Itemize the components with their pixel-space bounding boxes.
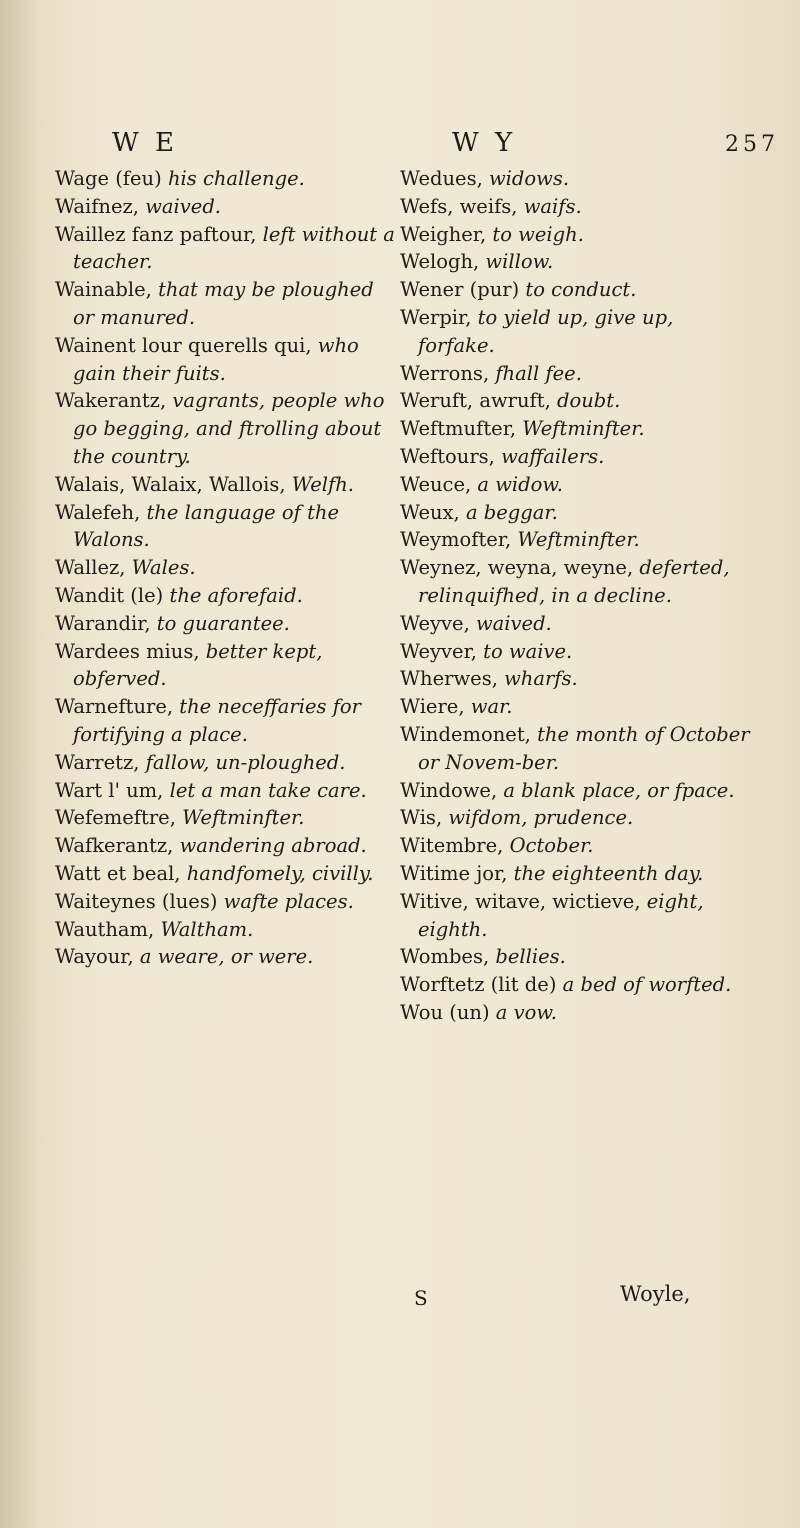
entry-definition: a blank place, or fpace.	[503, 778, 735, 802]
header-left-letters: W E	[112, 128, 178, 158]
dictionary-entry	[55, 943, 400, 971]
signature-mark: S	[414, 1286, 428, 1310]
entry-term: Warnefture,	[55, 695, 174, 719]
dictionary-entry	[400, 360, 750, 388]
entry-term: Worftetz (lit de)	[400, 973, 557, 997]
dictionary-entry	[400, 777, 750, 805]
entry-definition: bellies.	[495, 945, 566, 969]
entry-definition: let a man take care.	[169, 778, 367, 802]
entry-definition: to conduct.	[525, 278, 637, 302]
entry-definition: waived.	[145, 194, 221, 218]
entry-term: Wakerantz,	[55, 389, 167, 413]
entry-definition: who gain their fuits.	[73, 333, 359, 385]
dictionary-entry	[55, 804, 400, 832]
entry-definition: better kept, obferved.	[73, 639, 323, 691]
dictionary-entry	[400, 860, 750, 888]
entry-definition: October.	[509, 834, 594, 858]
entry-definition: fhall fee.	[495, 361, 582, 385]
dictionary-entry	[55, 749, 400, 777]
entry-definition: wifdom, prudence.	[448, 806, 634, 830]
entry-definition: fallow, un-ploughed.	[145, 750, 346, 774]
entry-definition: the month of October or Novem-ber.	[418, 722, 750, 774]
dictionary-entry	[55, 332, 400, 388]
entry-definition: to guarantee.	[156, 611, 290, 635]
dictionary-entry	[400, 221, 750, 249]
entry-term: Weigher,	[400, 222, 487, 246]
dictionary-entry	[400, 304, 750, 360]
entry-definition: wafte places.	[223, 889, 354, 913]
dictionary-entry	[400, 888, 750, 944]
dictionary-entry	[400, 443, 750, 471]
entry-term: Wherwes,	[400, 667, 498, 691]
dictionary-entry	[400, 693, 750, 721]
entry-definition: a bed of worfted.	[562, 973, 732, 997]
entry-term: Windemonet,	[400, 722, 531, 746]
entry-term: Witive, witave, wictieve,	[400, 889, 641, 913]
entry-term: Weux,	[400, 500, 460, 524]
dictionary-entry	[55, 638, 400, 694]
entry-term: Walais, Walaix, Wallois,	[55, 472, 286, 496]
entry-term: Weftours,	[400, 444, 495, 468]
dictionary-entry	[55, 693, 400, 749]
entry-definition: Wales.	[131, 556, 196, 580]
entry-term: Wis,	[400, 806, 443, 830]
entry-term: Wou (un)	[400, 1000, 490, 1024]
dictionary-entry	[400, 387, 750, 415]
dictionary-entry	[400, 832, 750, 860]
entry-definition: to weigh.	[492, 222, 584, 246]
dictionary-entry	[55, 193, 400, 221]
entry-term: Wallez,	[55, 556, 126, 580]
entry-term: Weyver,	[400, 639, 477, 663]
entry-term: Witime jor,	[400, 861, 508, 885]
entry-term: Wombes,	[400, 945, 490, 969]
dictionary-entry	[55, 832, 400, 860]
entry-definition: Weftminfter.	[522, 417, 645, 441]
dictionary-entry	[55, 276, 400, 332]
entry-definition: a weare, or were.	[139, 945, 314, 969]
entry-definition: that may be ploughed or manured.	[73, 278, 374, 329]
entry-definition: deferted, relinquifhed, in a decline.	[418, 556, 730, 607]
entry-term: Wefs, weifs,	[400, 194, 518, 218]
entry-definition: waifs.	[523, 194, 582, 218]
entry-term: Warandir,	[55, 611, 151, 635]
dictionary-entry	[55, 582, 400, 610]
entry-term: Welogh,	[400, 250, 480, 274]
entry-definition: willow.	[485, 250, 554, 274]
entry-term: Witembre,	[400, 834, 504, 858]
dictionary-entry	[400, 248, 750, 276]
entry-term: Wefemeftre,	[55, 806, 176, 830]
dictionary-entry	[55, 165, 400, 193]
dictionary-entry	[400, 610, 750, 638]
entry-definition: vagrants, people who go begging, and ftrolling about the country.	[73, 389, 385, 468]
dictionary-entry	[400, 499, 750, 527]
entry-term: Waifnez,	[55, 194, 139, 218]
page-number: 257	[725, 132, 779, 157]
entry-term: Werrons,	[400, 361, 490, 385]
dictionary-entry	[400, 943, 750, 971]
entry-term: Wener (pur)	[400, 278, 520, 302]
entry-definition: the eighteenth day.	[513, 861, 704, 885]
entry-definition: waived.	[475, 611, 552, 635]
entry-term: Wart l' um,	[55, 778, 164, 802]
entry-definition: wharfs.	[504, 667, 578, 691]
entry-definition: Waltham.	[160, 917, 254, 941]
dictionary-entry	[55, 610, 400, 638]
dictionary-entry	[400, 665, 750, 693]
entry-term: Weruft, awruft,	[400, 389, 551, 413]
entry-definition: Weftminfter.	[182, 806, 305, 830]
entry-definition: a vow.	[495, 1000, 557, 1024]
entry-term: Wautham,	[55, 917, 155, 941]
entry-definition: the language of the Walons.	[73, 500, 340, 552]
entry-definition: his challenge.	[167, 167, 305, 190]
left-column	[55, 165, 400, 971]
entry-term: Wedues,	[400, 167, 483, 190]
dictionary-entry	[55, 499, 400, 555]
entry-term: Weftmufter,	[400, 417, 517, 441]
entry-term: Wainent lour querells qui,	[55, 333, 312, 357]
entry-definition: the neceffaries for fortifying a place.	[73, 695, 361, 746]
entry-term: Warretz,	[55, 750, 140, 774]
entry-definition: a beggar.	[465, 500, 558, 524]
entry-term: Weuce,	[400, 472, 472, 496]
entry-definition: handfomely, civilly.	[186, 861, 374, 885]
catchword: Woyle,	[620, 1282, 691, 1306]
dictionary-entry	[55, 860, 400, 888]
entry-definition: war.	[470, 695, 513, 719]
entry-definition: widows.	[488, 167, 570, 190]
entry-term: Watt et beal,	[55, 861, 181, 885]
entry-term: Weymofter,	[400, 528, 512, 552]
dictionary-entry	[400, 276, 750, 304]
entry-term: Wandit (le)	[55, 583, 164, 607]
dictionary-entry	[400, 721, 750, 777]
entry-term: Windowe,	[400, 778, 498, 802]
entry-definition: waffailers.	[501, 444, 605, 468]
dictionary-entry	[55, 888, 400, 916]
entry-definition: Weftminfter.	[517, 528, 640, 552]
entry-definition: Welfh.	[291, 472, 354, 496]
header-right-letters: W Y	[452, 128, 517, 158]
dictionary-entry	[55, 554, 400, 582]
dictionary-entry	[55, 471, 400, 499]
entry-term: Werpir,	[400, 305, 472, 329]
dictionary-entry	[400, 554, 750, 610]
entry-term: Waiteynes (lues)	[55, 889, 218, 913]
entry-term: Waillez fanz paftour,	[55, 222, 257, 246]
dictionary-entry	[55, 916, 400, 944]
page-header	[0, 128, 800, 168]
entry-term: Walefeh,	[55, 500, 141, 524]
page-gutter-shadow	[0, 0, 40, 1528]
entry-definition: the aforefaid.	[169, 583, 303, 607]
dictionary-entry	[400, 526, 750, 554]
entry-definition: a widow.	[477, 472, 563, 496]
dictionary-entry	[400, 804, 750, 832]
entry-definition: left without a teacher.	[73, 222, 395, 274]
dictionary-entry	[400, 165, 750, 193]
entry-term: Wafkerantz,	[55, 834, 174, 858]
entry-definition: doubt.	[556, 389, 621, 413]
entry-term: Wayour,	[55, 945, 134, 969]
dictionary-entry	[55, 777, 400, 805]
dictionary-entry	[400, 638, 750, 666]
dictionary-entry	[400, 999, 750, 1027]
entry-definition: wandering abroad.	[179, 834, 367, 858]
dictionary-entry	[55, 387, 400, 470]
entry-definition: to yield up, give up, forfake.	[418, 305, 674, 357]
entry-term: Wainable,	[55, 278, 152, 302]
entry-definition: to waive.	[483, 639, 573, 663]
entry-term: Wiere,	[400, 695, 465, 719]
dictionary-entry	[400, 415, 750, 443]
dictionary-entry	[400, 193, 750, 221]
dictionary-entry	[400, 971, 750, 999]
entry-term: Wage (feu)	[55, 167, 162, 190]
dictionary-entry	[400, 471, 750, 499]
entry-term: Weynez, weyna, weyne,	[400, 556, 634, 580]
dictionary-entry	[55, 221, 400, 277]
right-column	[400, 165, 750, 1027]
entry-term: Weyve,	[400, 611, 470, 635]
entry-definition: eight, eighth.	[418, 889, 704, 941]
entry-term: Wardees mius,	[55, 639, 200, 663]
